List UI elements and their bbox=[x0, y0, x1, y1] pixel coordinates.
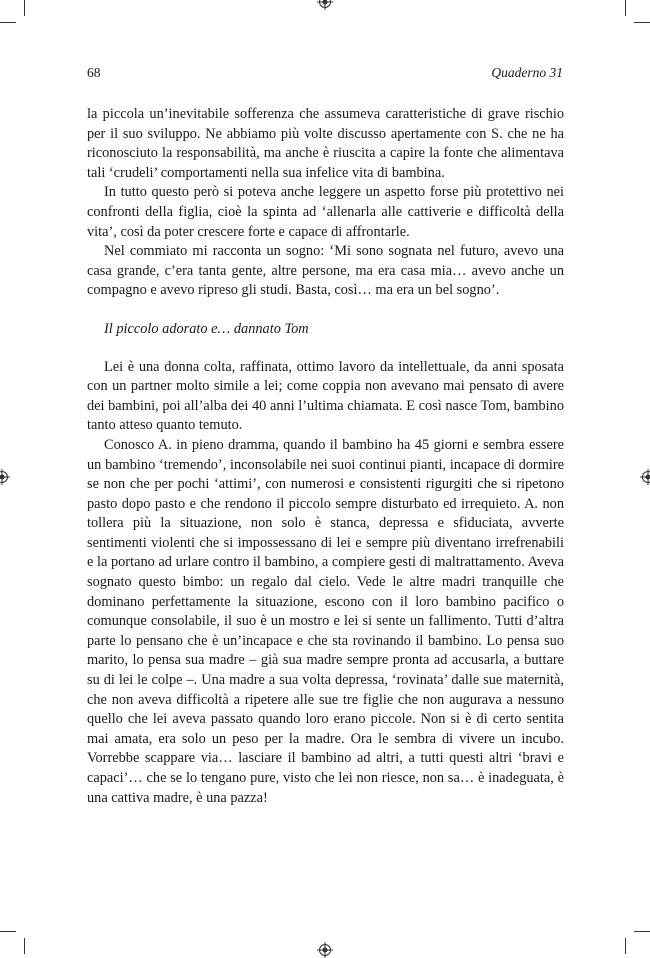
crop-mark bbox=[625, 0, 626, 16]
paragraph: Nel commiato mi racconta un sogno: ‘Mi sono sognata nel futuro, avevo una casa grande, c’era tanta gente, altre persone, ma era casa mia… avevo anche un compagno e avevo ripreso gli studi. Basta, così… ma era un bel sogno’. bbox=[87, 242, 564, 301]
crop-mark bbox=[24, 938, 25, 954]
crop-mark bbox=[625, 938, 626, 954]
registration-mark-icon bbox=[640, 469, 650, 485]
crop-mark bbox=[24, 0, 25, 16]
body-text bbox=[87, 105, 564, 808]
paragraph: In tutto questo però si poteva anche leggere un aspetto forse più protettivo nei confronti della figlia, cioè la spinta ad ‘allenarla alle cattiverie e difficoltà della vita’, così da poter crescere forte e capace di affrontarle. bbox=[87, 183, 564, 242]
running-header bbox=[87, 64, 563, 82]
paragraph: Lei è una donna colta, raffinata, ottimo lavoro da intellettuale, da anni sposata con un partner molto simile a lei; come coppia non avevano mai pensato di avere dei bambini, poi all’alba dei 40 anni l’ultima chiamata. E così nasce Tom, bambino tanto atteso quanto temuto. bbox=[87, 358, 564, 436]
registration-mark-icon bbox=[317, 0, 333, 10]
crop-mark bbox=[634, 931, 650, 932]
crop-mark bbox=[0, 931, 16, 932]
crop-mark bbox=[634, 22, 650, 23]
registration-mark-icon bbox=[0, 469, 10, 485]
crop-mark bbox=[0, 22, 16, 23]
running-title: Quaderno 31 bbox=[491, 64, 563, 82]
section-title: Il piccolo adorato e… dannato Tom bbox=[104, 320, 564, 340]
paragraph: la piccola un’inevitabile sofferenza che assumeva caratteristiche di grave rischio per il suo sviluppo. Ne abbiamo più volte discusso apertamente con S. che ne ha riconosciuto la responsabilità, ma anche è riuscita a capire la fonte che alimentava tali ‘crudeli’ comportamenti nella sua infelice vita di bambina. bbox=[87, 105, 564, 183]
registration-mark-icon bbox=[317, 942, 333, 958]
page-number: 68 bbox=[87, 64, 101, 82]
paragraph: Conosco A. in pieno dramma, quando il bambino ha 45 giorni e sembra essere un bambino ‘tremendo’, inconsolabile nei suoi continui pianti, incapace di dormire se non che per pochi ‘attimi’, con numerosi e consistenti rigurgiti che si ripetono pasto dopo pasto e che rendono il piccolo sempre disturbato ed irrequieto. A. non tollera più la situazione, non solo è stanca, depressa e sfiduciata, avverte sentimenti violenti che si impossessano di lei e sempre più diventano irrefrenabili e la portano ad urlare contro il bambino, a compiere gesti di maltrattamento. Aveva sognato questo bimbo: un regalo dal cielo. Vede le altre madri tranquille che dominano perfettamente la situazione, escono con il loro bambino pacifico o comunque consolabile, il suo è un mostro e lei si sente un fallimento. Tutti d’altra parte lo pensano che è un’incapace e che sta rovinando il bambino. Lo pensa suo marito, lo pensa sua madre – già sua madre sempre pronta ad accusarla, a buttare su di lei le colpe –. Una madre a sua volta depressa, ‘rovinata’ dalle sue maternità, che non aveva difficoltà a ripetere alle sue tre figlie che non augurava a nessuno quello che lei aveva passato quando loro erano piccole. Non si è di certo sentita mai amata, era solo un peso per la madre. Ora le sembra di vivere un incubo. Vorrebbe scappare via… lasciare il bambino ad altri, a tutti questi altri ‘bravi e capaci’… che se lo tengano pure, visto che lei non riesce, non sa… è inadeguata, è una cattiva madre, è una pazza! bbox=[87, 436, 564, 808]
